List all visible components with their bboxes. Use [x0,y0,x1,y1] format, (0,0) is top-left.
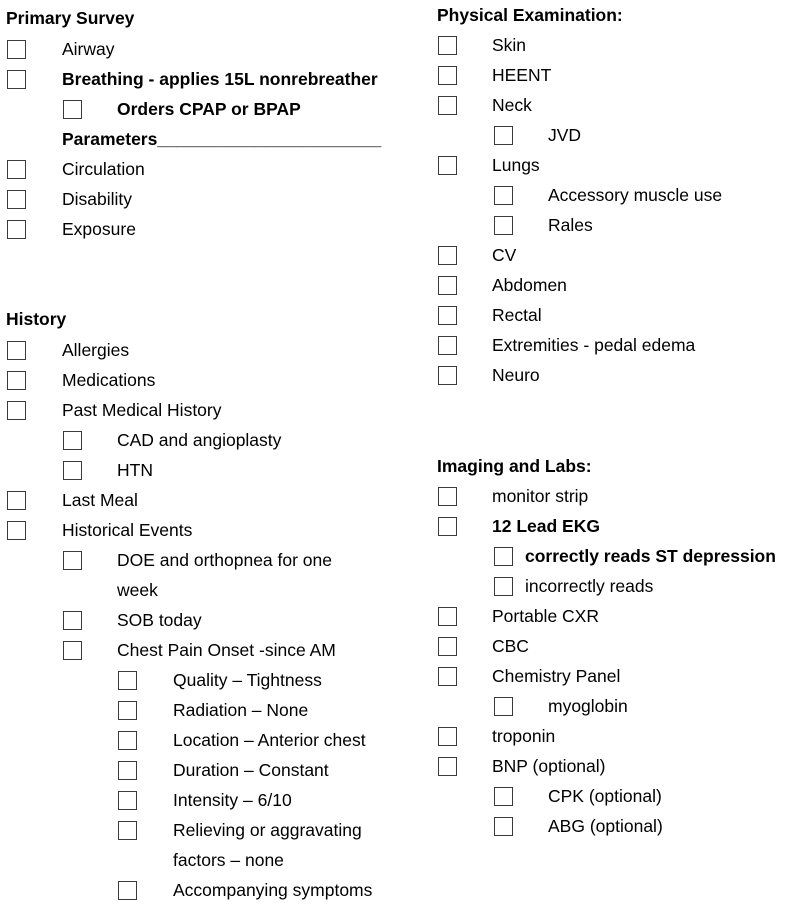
checkbox[interactable] [118,671,137,690]
item-label: Rectal [492,305,542,325]
checkbox[interactable] [438,366,457,385]
item-label: Last Meal [62,490,138,510]
item-label: Exposure [62,219,136,239]
item-label: week [117,580,158,600]
checkbox[interactable] [118,761,137,780]
item-label: Lungs [492,155,540,175]
item-label: Chest Pain Onset -since AM [117,640,336,660]
item-label: Breathing - applies 15L nonrebreather [62,69,378,89]
checkbox[interactable] [7,341,26,360]
item-label: SOB today [117,610,202,630]
parameters-field[interactable]: Parameters_______________________ [62,129,382,149]
checkbox[interactable] [7,491,26,510]
item-label: Portable CXR [492,606,599,626]
item-label: Orders CPAP or BPAP [117,99,301,119]
checkbox[interactable] [7,220,26,239]
item-label: Neuro [492,365,540,385]
checkbox[interactable] [494,577,513,596]
item-label: 12 Lead EKG [492,516,600,536]
item-label: factors – none [173,850,284,870]
checkbox[interactable] [438,336,457,355]
item-label: Medications [62,370,156,390]
checkbox[interactable] [494,817,513,836]
checkbox[interactable] [7,70,26,89]
checkbox[interactable] [438,517,457,536]
item-label: troponin [492,726,556,746]
checkbox[interactable] [494,126,513,145]
checkbox[interactable] [118,881,137,900]
checkbox[interactable] [63,100,82,119]
item-label: monitor strip [492,486,589,506]
item-label: Historical Events [62,520,193,540]
checkbox[interactable] [438,487,457,506]
item-label: Airway [62,39,115,59]
item-label: Past Medical History [62,400,222,420]
item-label: correctly reads ST depression [525,546,776,566]
item-label: BNP (optional) [492,756,606,776]
checkbox[interactable] [7,40,26,59]
section-title-imaging-labs: Imaging and Labs: [437,456,592,476]
item-label: Intensity – 6/10 [173,790,292,810]
checkbox[interactable] [494,787,513,806]
item-label: Relieving or aggravating [173,820,362,840]
item-label: Neck [492,95,532,115]
checkbox[interactable] [438,607,457,626]
checkbox[interactable] [438,96,457,115]
item-label: Allergies [62,340,130,360]
checkbox[interactable] [63,611,82,630]
item-label: Accessory muscle use [548,185,723,205]
item-label: Duration – Constant [173,760,329,780]
item-label: DOE and orthopnea for one [117,550,333,570]
item-label: CPK (optional) [548,786,662,806]
item-label: myoglobin [548,696,628,716]
checkbox[interactable] [438,667,457,686]
item-label: HEENT [492,65,552,85]
checkbox[interactable] [438,66,457,85]
item-label: Chemistry Panel [492,666,621,686]
checkbox[interactable] [438,727,457,746]
item-label: Quality – Tightness [173,670,322,690]
item-label: Radiation – None [173,700,309,720]
checkbox[interactable] [118,821,137,840]
checkbox[interactable] [438,276,457,295]
section-title-history: History [6,309,67,329]
checkbox[interactable] [7,371,26,390]
checkbox[interactable] [7,401,26,420]
item-label: Skin [492,35,527,55]
checkbox[interactable] [438,156,457,175]
checkbox[interactable] [494,216,513,235]
item-label: Extremities - pedal edema [492,335,696,355]
checkbox[interactable] [63,461,82,480]
item-label: JVD [548,125,582,145]
checkbox[interactable] [438,306,457,325]
checkbox[interactable] [7,160,26,179]
item-label: HTN [117,460,153,480]
checkbox[interactable] [438,757,457,776]
item-label: Rales [548,215,593,235]
item-label: Location – Anterior chest [173,730,366,750]
checkbox[interactable] [63,551,82,570]
checkbox[interactable] [438,246,457,265]
checkbox[interactable] [494,547,513,566]
item-label: ABG (optional) [548,816,663,836]
checkbox[interactable] [118,731,137,750]
checkbox[interactable] [118,701,137,720]
checkbox[interactable] [7,190,26,209]
section-title-primary-survey: Primary Survey [6,8,135,28]
item-label: Abdomen [492,275,567,295]
item-label: Circulation [62,159,145,179]
checkbox[interactable] [63,641,82,660]
checkbox[interactable] [63,431,82,450]
checkbox[interactable] [7,521,26,540]
checkbox[interactable] [438,637,457,656]
item-label: CV [492,245,517,265]
item-label: CBC [492,636,529,656]
checkbox[interactable] [118,791,137,810]
checkbox[interactable] [494,697,513,716]
item-label: Disability [62,189,133,209]
item-label: Accompanying symptoms [173,880,373,900]
item-label: incorrectly reads [525,576,654,596]
checkbox[interactable] [494,186,513,205]
section-title-physical-exam: Physical Examination: [437,5,623,25]
checkbox[interactable] [438,36,457,55]
item-label: CAD and angioplasty [117,430,282,450]
